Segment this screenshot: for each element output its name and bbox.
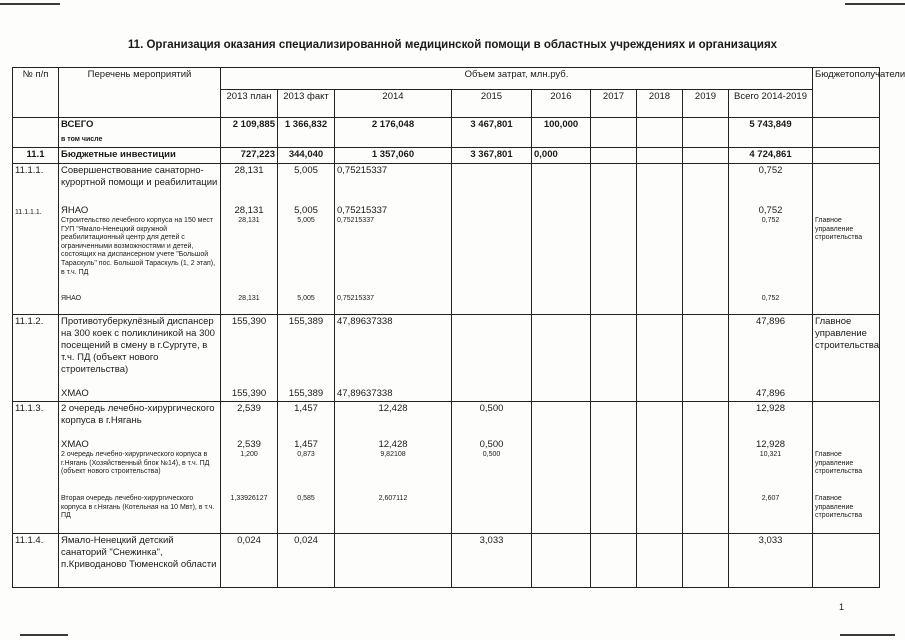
header-2019: 2019 (683, 90, 729, 118)
scan-artifact-bottom-right (840, 634, 895, 636)
cell-plan: 0,024 (221, 534, 278, 588)
cell-2014: 47,89637338 47,89637338 (335, 315, 452, 402)
cell-recipient: Главное управление строительства Главное управление строительства (813, 402, 880, 534)
header-2014: 2014 (335, 90, 452, 118)
cell-2019 (683, 315, 729, 402)
cell-recipient (813, 118, 880, 148)
header-2013-plan: 2013 план (221, 90, 278, 118)
row-11-1-3-b-label: Вторая очередь лечебно-хирургического корпуса в г.Нягань (Котельная на 10 Мвт), в т.ч. ПД (61, 495, 215, 520)
cell-label: Бюджетные инвестиции (59, 148, 221, 164)
cell-2016: 100,000 (532, 118, 591, 148)
cell-label: Ямало-Ненецкий детский санаторий "Снежинка", п.Криводаново Тюменской области (59, 534, 221, 588)
cell-2014: 0,75215337 0,75215337 0,75215337 0,75215337 (335, 164, 452, 315)
cell-2017 (591, 164, 637, 315)
cell-recipient: Главное управление строительства (813, 315, 880, 402)
cell-2018 (637, 402, 683, 534)
cell-2014: 1 357,060 (335, 148, 452, 164)
cell-fact: 344,040 (278, 148, 335, 164)
row-11-1-3-a-label: 2 очередь лечебно-хирургического корпуса в г.Нягань (Хозяйственный блок №14), в т.ч. ПД (объект нового строительства) (61, 451, 210, 476)
scan-artifact-top-right (845, 3, 905, 5)
table-row-11-1-4 (13, 534, 880, 588)
cell-num: 11.1.4. (13, 534, 59, 588)
cell-fact: 5,005 5,005 5,005 5,005 (278, 164, 335, 315)
cell-2018 (637, 164, 683, 315)
header-num: № п/п (13, 68, 59, 118)
scan-artifact-top-left (0, 3, 60, 5)
cell-2017 (591, 402, 637, 534)
scan-artifact-bottom-left (20, 634, 68, 636)
page-number: 1 (839, 602, 845, 612)
cell-2019 (683, 534, 729, 588)
cell-2016 (532, 315, 591, 402)
header-2018: 2018 (637, 90, 683, 118)
header-2013-fact: 2013 факт (278, 90, 335, 118)
cell-sum: 12,928 12,928 10,321 2,607 (729, 402, 813, 534)
row-11-1-1-1-recipient: Главное управление строительства (815, 217, 863, 242)
cell-2017 (591, 118, 637, 148)
cell-fact: 155,389 155,389 (278, 315, 335, 402)
cell-num: 11.1.2. (13, 315, 59, 402)
table-row-11-1-2 (13, 315, 880, 402)
cell-2018 (637, 148, 683, 164)
cell-fact: 1 366,832 (278, 118, 335, 148)
cell-plan: 727,223 (221, 148, 278, 164)
cell-2015: 3 467,801 (452, 118, 532, 148)
cell-2014 (335, 534, 452, 588)
cell-2016 (532, 534, 591, 588)
table-row-11-1-1 (13, 164, 880, 315)
row-11-1-3-label: 2 очередь лечебно-хирургического корпуса в г.Нягань (61, 403, 215, 426)
cell-2017 (591, 148, 637, 164)
cell-2017 (591, 315, 637, 402)
row-11-1-1-1-label: Строительство лечебного корпуса на 150 мест ГУП "Ямало-Ненецкий окружной реабилитационный центр для детей с ограниченными возможностями и детей, состоящих на диспансерном учете "Большой Тараскуль" пос. Большой Тараскуль (1, 2 этап), в т.ч. ПД (61, 217, 216, 276)
table-row-investments (13, 148, 880, 164)
row-11-1-1-num: 11.1.1. (15, 165, 44, 176)
expenditure-table (12, 67, 905, 588)
cell-2014: 12,428 12,428 9,82108 2,607112 (335, 402, 452, 534)
row-11-1-2-region: ХМАО (61, 388, 89, 399)
cell-recipient (813, 534, 880, 588)
cell-plan: 2 109,885 (221, 118, 278, 148)
cell-2019 (683, 164, 729, 315)
row-total-label: ВСЕГО (61, 119, 94, 130)
table-header-row (13, 68, 880, 90)
cell-label (59, 315, 221, 402)
cell-2019 (683, 148, 729, 164)
cell-plan: 155,390 155,390 (221, 315, 278, 402)
cell-num: 11.1 (13, 148, 59, 164)
cell-2015: 3 367,801 (452, 148, 532, 164)
cell-num: 11.1.3. (13, 402, 59, 534)
cell-num (13, 118, 59, 148)
cell-fact: 0,024 (278, 534, 335, 588)
cell-sum: 5 743,849 (729, 118, 813, 148)
cell-2015 (452, 164, 532, 315)
cell-2016: 0,000 (532, 148, 591, 164)
cell-2015: 3,033 (452, 534, 532, 588)
cell-label (59, 118, 221, 148)
page-title: 11. Организация оказания специализированной медицинской помощи в областных учреждениях и организациях (127, 39, 778, 51)
cell-sum: 3,033 (729, 534, 813, 588)
header-volume: Объем затрат, млн.руб. (221, 68, 813, 90)
header-list: Перечень мероприятий (59, 68, 221, 118)
cell-2018 (637, 315, 683, 402)
cell-2018 (637, 534, 683, 588)
cell-2015 (452, 315, 532, 402)
cell-plan: 28,131 28,131 28,131 28,131 (221, 164, 278, 315)
table-row-11-1-3 (13, 402, 880, 534)
cell-2019 (683, 402, 729, 534)
cell-sum: 4 724,861 (729, 148, 813, 164)
cell-recipient (813, 148, 880, 164)
cell-2016 (532, 164, 591, 315)
cell-2015: 0,500 0,500 0,500 (452, 402, 532, 534)
cell-label (59, 164, 221, 315)
cell-2017 (591, 534, 637, 588)
cell-plan: 2,539 2,539 1,200 1,33926127 (221, 402, 278, 534)
cell-2019 (683, 118, 729, 148)
header-total: Всего 2014-2019 (729, 90, 813, 118)
cell-2014: 2 176,048 (335, 118, 452, 148)
row-11-1-1-1-region: ЯНАО (61, 295, 82, 302)
cell-num (13, 164, 59, 315)
header-2016: 2016 (532, 90, 591, 118)
cell-2018 (637, 118, 683, 148)
table-row-total (13, 118, 880, 148)
cell-fact: 1,457 1,457 0,873 0,585 (278, 402, 335, 534)
cell-sum: 47,896 47,896 (729, 315, 813, 402)
header-recipients: Бюджетополучатели (813, 68, 880, 118)
cell-recipient (813, 164, 880, 315)
cell-label (59, 402, 221, 534)
row-total-note: в том числе (61, 136, 103, 143)
row-11-1-1-label: Совершенствование санаторно-курортной помощи и реабилитации (61, 165, 218, 188)
row-11-1-2-label: Противотуберкулёзный диспансер на 300 коек с поликлиникой на 300 посещений в смену в г.Сургуте, в т.ч. ПД (объект нового строительства) (61, 316, 215, 375)
row-11-1-1-region: ЯНАО (61, 205, 89, 216)
cell-2016 (532, 402, 591, 534)
row-11-1-3-region: ХМАО (61, 439, 89, 450)
header-2015: 2015 (452, 90, 532, 118)
row-11-1-1-1-num: 11.1.1.1. (15, 209, 42, 216)
header-2017: 2017 (591, 90, 637, 118)
cell-sum: 0,752 0,752 0,752 0,752 (729, 164, 813, 315)
